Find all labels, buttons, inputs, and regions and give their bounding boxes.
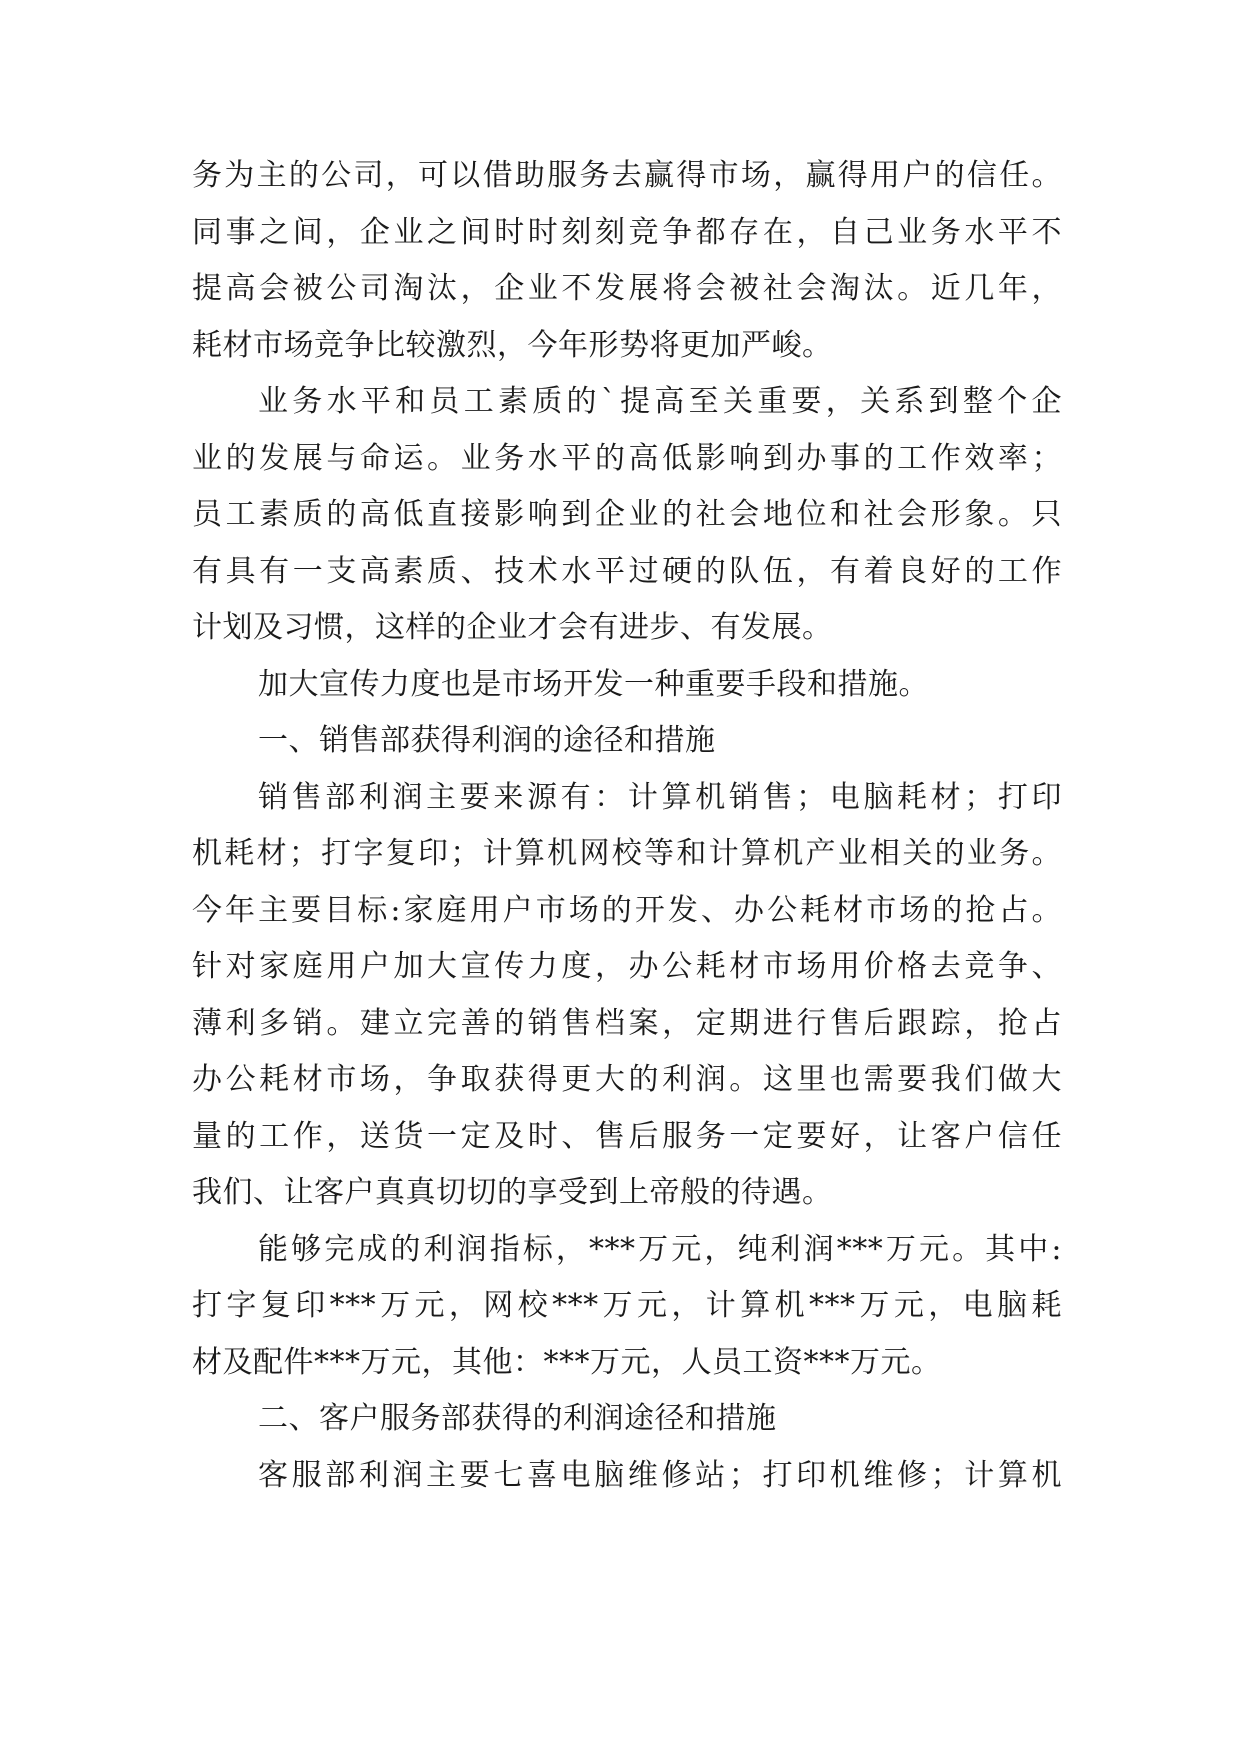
document-body — [192, 148, 1062, 1504]
text-line: 销售部利润主要来源有：计算机销售；电脑耗材；打印 — [258, 779, 1062, 815]
text-line: 量的工作，送货一定及时、售后服务一定要好，让客户信任 — [192, 1118, 1062, 1154]
text-line: 同事之间，企业之间时时刻刻竞争都存在，自己业务水平不 — [192, 214, 1062, 250]
text-line: 加大宣传力度也是市场开发一种重要手段和措施。 — [258, 666, 929, 702]
text-line: 提高会被公司淘汰，企业不发展将会被社会淘汰。近几年， — [192, 271, 1062, 306]
section-heading: 二、客户服务部获得的利润途径和措施 — [258, 1401, 777, 1436]
text-line: 业务水平和员工素质的`提高至关重要，关系到整个企 — [258, 384, 1062, 419]
text-line: 员工素质的高低直接影响到企业的社会地位和社会形象。只 — [192, 497, 1062, 532]
text-line: 计划及习惯，这样的企业才会有进步、有发展。 — [192, 610, 833, 645]
text-line: 有具有一支高素质、技术水平过硬的队伍，有着良好的工作 — [192, 553, 1062, 589]
text-line: 客服部利润主要七喜电脑维修站；打印机维修；计算机 — [258, 1457, 1062, 1493]
text-line: 机耗材；打字复印；计算机网校等和计算机产业相关的业务。 — [192, 836, 1062, 871]
text-line: 办公耗材市场，争取获得更大的利润。这里也需要我们做大 — [192, 1062, 1062, 1097]
text-line: 打字复印***万元，网校***万元，计算机***万元，电脑耗 — [192, 1288, 1062, 1323]
text-line: 针对家庭用户加大宣传力度，办公耗材市场用价格去竞争、 — [192, 949, 1062, 984]
text-line: 务为主的公司，可以借助服务去赢得市场，赢得用户的信任。 — [192, 158, 1062, 193]
text-line: 薄利多销。建立完善的销售档案，定期进行售后跟踪，抢占 — [192, 1005, 1062, 1041]
text-line: 耗材市场竞争比较激烈，今年形势将更加严峻。 — [192, 327, 833, 363]
text-line: 能够完成的利润指标，***万元，纯利润***万元。其中: — [258, 1231, 1062, 1267]
text-line: 我们、让客户真真切切的享受到上帝般的待遇。 — [192, 1175, 833, 1210]
text-line: 业的发展与命运。业务水平的高低影响到办事的工作效率； — [192, 440, 1062, 476]
text-line: 材及配件***万元，其他：***万元，人员工资***万元。 — [192, 1344, 942, 1380]
section-heading: 一、销售部获得利润的途径和措施 — [258, 723, 716, 758]
text-line: 今年主要目标:家庭用户市场的开发、办公耗材市场的抢占。 — [192, 892, 1062, 928]
